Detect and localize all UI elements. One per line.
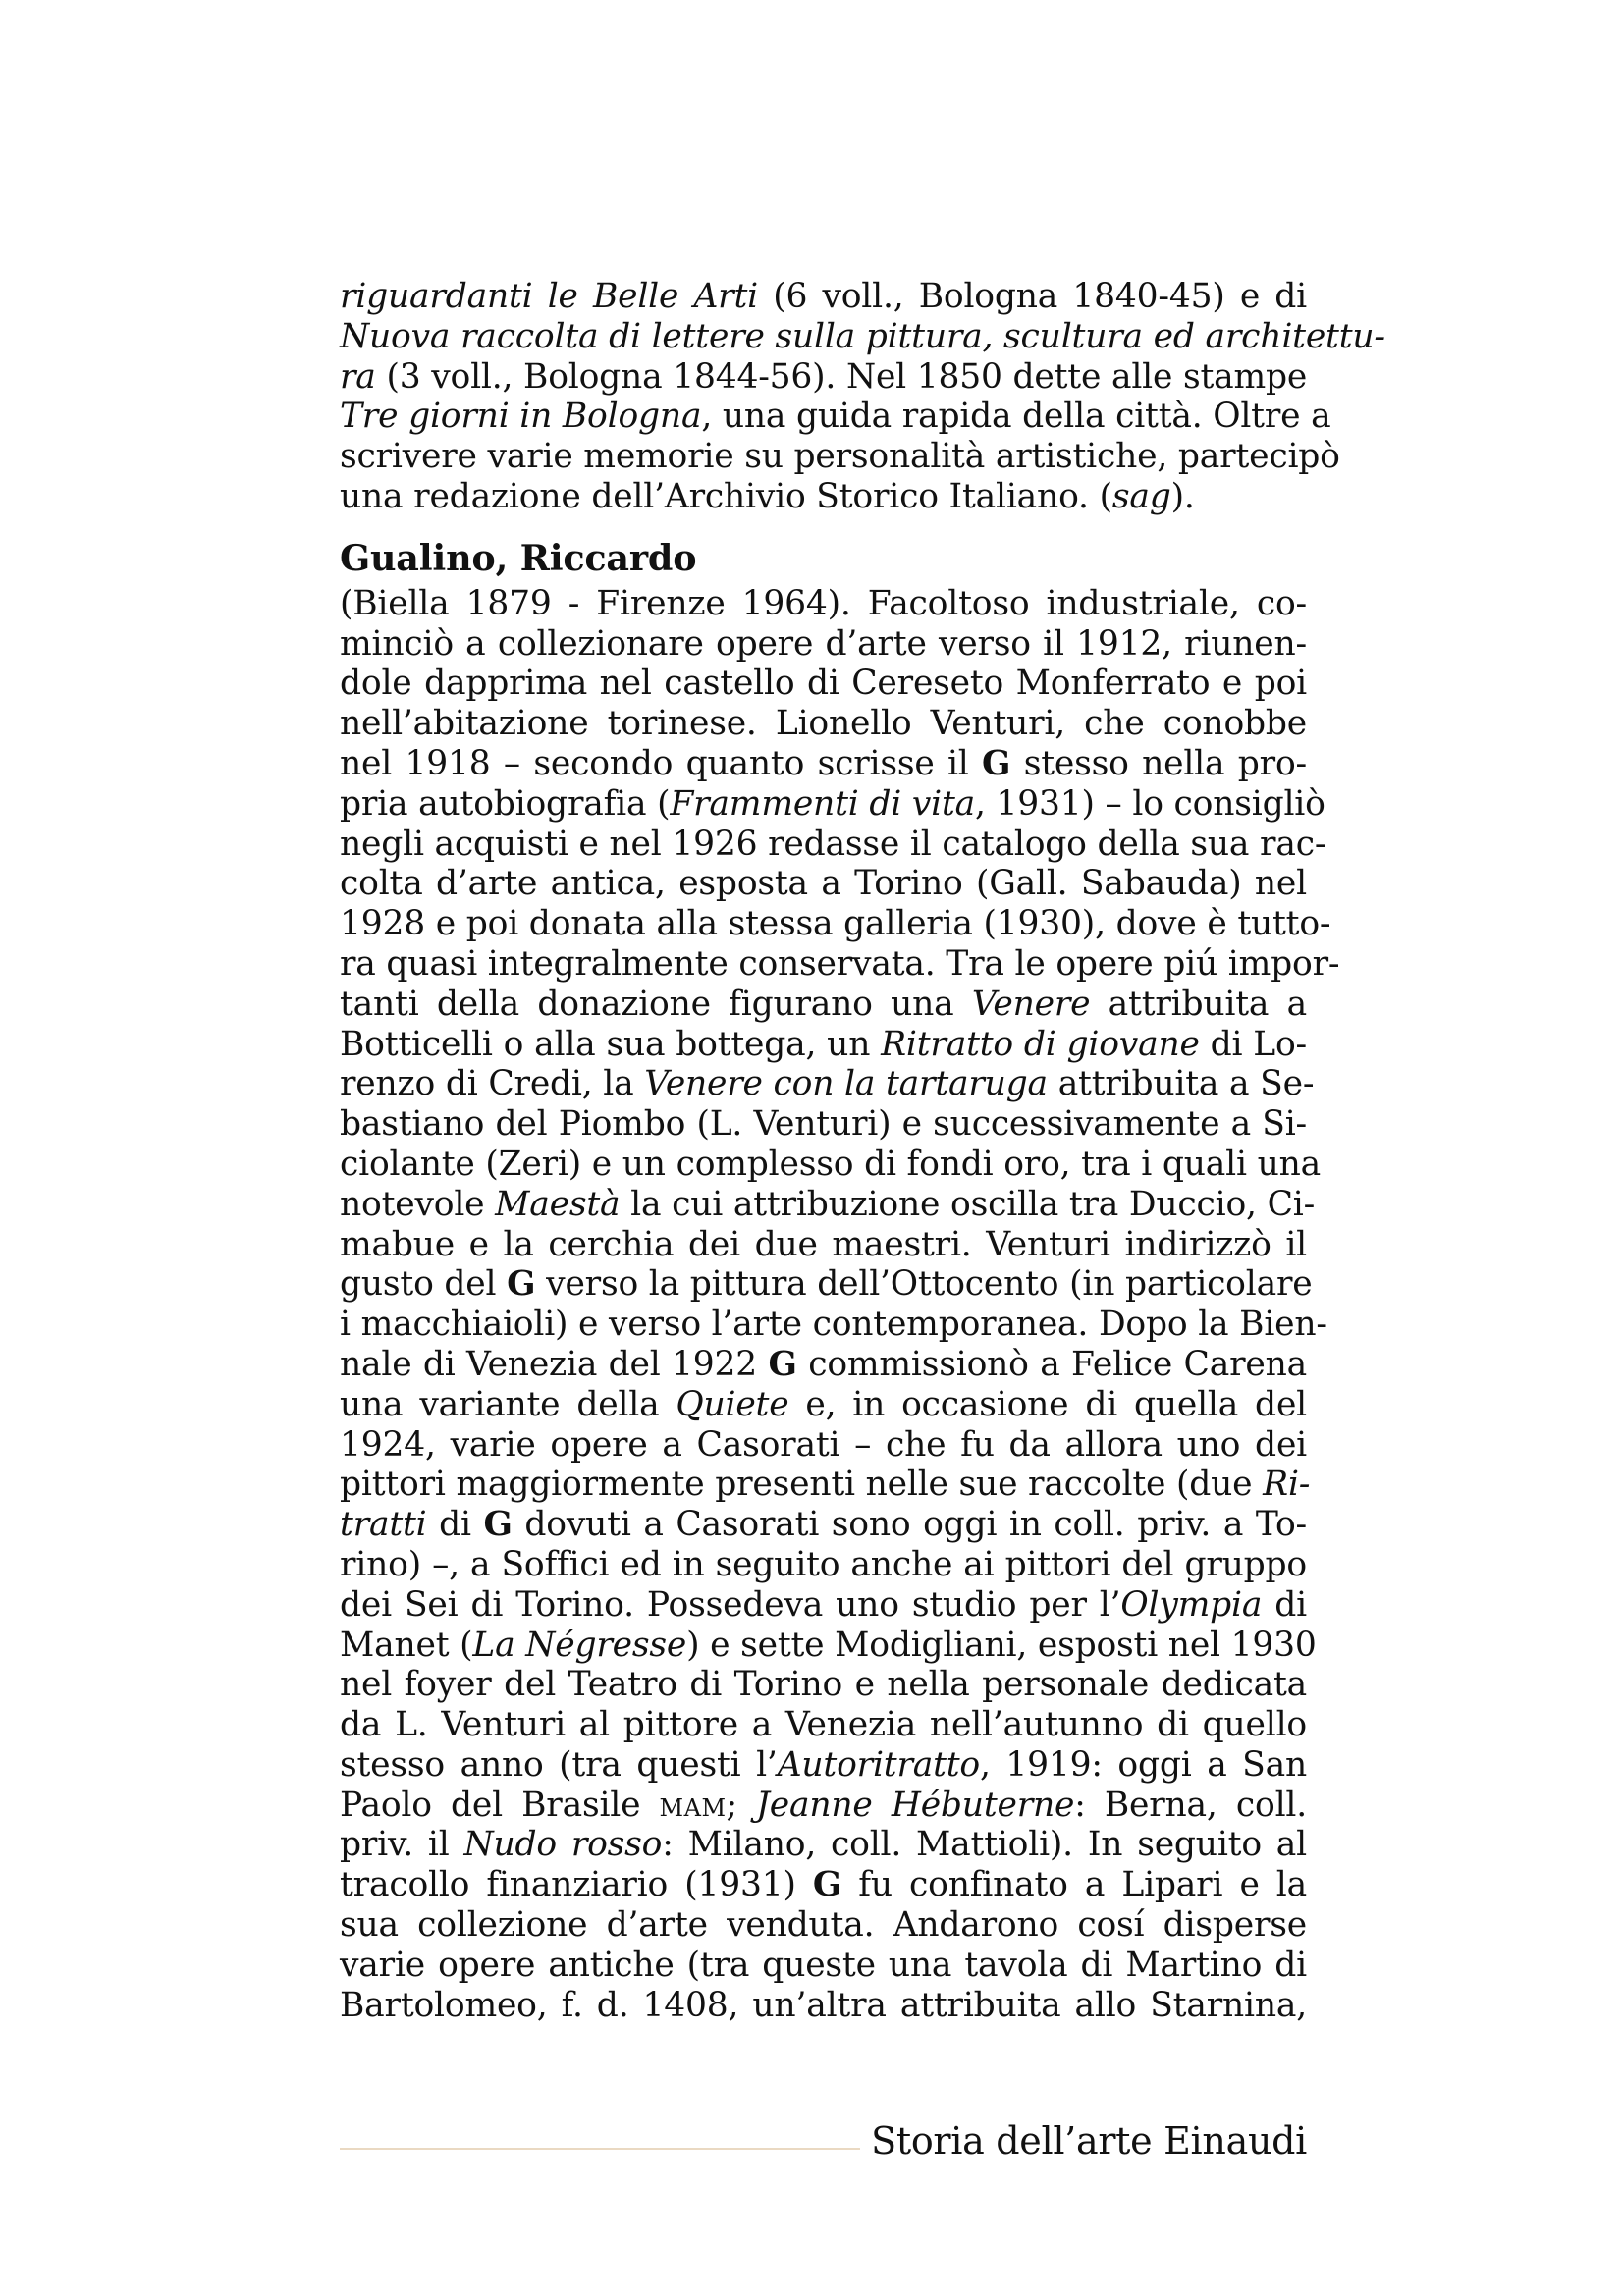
text-run: gusto del [340,1264,508,1305]
text-run: (3 voll., Bologna 1844-56). Nel 1850 dette alle stampe [375,356,1308,397]
text-run: nale di Venezia del 1922 [340,1344,769,1384]
text-line [340,943,1340,985]
text-line [340,1385,1307,1425]
text-line [340,1585,1307,1626]
text-run: pria autobiografia ( [340,783,671,824]
text-run: Tre giorni in Bologna [340,397,702,437]
text-run: (6 voll., Bologna 1840-45) e di [757,277,1307,316]
text-run: G [982,743,1011,783]
text-run: dole dapprima nel castello di Cereseto Monferrato e poi [340,664,1307,704]
text-run: pittori maggiormente presenti nelle sue raccolte (due [340,1465,1264,1505]
text-run: Olympia [1120,1584,1263,1625]
text-run: G [768,1344,797,1384]
text-run: da L. Venturi al pittore a Venezia nell’autunno di quello [340,1705,1307,1745]
text-line [340,1184,1316,1225]
text-run: tanti della donazione figurano una [340,984,972,1024]
text-run: sag [1111,476,1171,516]
text-run: G [812,1865,842,1905]
text-run: 1928 e poi donata alla stessa galleria (1930), dove è tutto- [340,904,1331,944]
text-line [340,584,1307,624]
page-footer [340,2116,1307,2165]
text-line [340,1425,1307,1466]
text-run: Autoritratto [777,1744,981,1785]
text-run: Quiete [676,1384,789,1424]
text-line [340,1545,1307,1585]
text-run: dovuti a Casorati sono oggi in coll. priv. a To- [512,1505,1307,1545]
text-run: i macchiaioli) e verso l’arte contemporanea. Dopo la Bien- [340,1305,1327,1345]
text-run: Jeanne Hébuterne [756,1785,1075,1825]
text-run: stesso anno (tra questi l’ [340,1744,778,1785]
text-line [340,1946,1307,1986]
text-line [340,397,1331,437]
text-run: tracollo finanziario (1931) [340,1865,813,1905]
text-run: la cui attribuzione oscilla tra Duccio, Ci- [620,1184,1316,1224]
text-line [340,985,1307,1025]
text-run: Nuova raccolta di lettere sulla pittura, scultura ed architettu- [340,316,1385,356]
text-run: attribuita a [1090,984,1307,1024]
text-line [340,1665,1307,1705]
text-line [340,1705,1307,1745]
text-line [340,864,1307,904]
text-line [340,1986,1307,2026]
text-run: minciò a collezionare opere d’arte verso il 1912, riunen- [340,623,1307,664]
text-run: , 1919: oggi a San [980,1744,1307,1785]
text-run: stesso nella pro- [1010,743,1307,783]
text-line [340,1786,1307,1826]
text-line [340,357,1307,398]
text-run: varie opere antiche (tra queste una tavola di Martino di [340,1945,1307,1985]
entry-paragraph [340,583,1340,2026]
text-line [340,1264,1313,1305]
text-run: attribuita a Se- [1047,1064,1315,1104]
text-run: ra [340,356,376,397]
text-run: mabue e la cerchia dei due maestri. Venturi indirizzò il [340,1224,1307,1264]
text-line [340,1905,1307,1946]
text-run: nell’abitazione torinese. Lionello Venturi, che conobbe [340,704,1307,744]
text-run: renzo di Credi, la [340,1064,645,1104]
text-line [340,1305,1327,1345]
text-run: Bartolomeo, f. d. 1408, un’altra attribuita allo Starnina, [340,1985,1307,2025]
text-run: Venere con la tartaruga [644,1064,1048,1104]
text-line [340,1745,1307,1786]
text-run: una variante della [340,1384,676,1424]
text-run: notevole [340,1184,496,1224]
text-run: (Biella 1879 - Firenze 1964). Facoltoso industriale, co- [340,583,1307,623]
text-run: fu confinato a Lipari e la [841,1865,1307,1905]
text-run: , una guida rapida della città. Oltre a [701,397,1331,437]
text-run: scrivere varie memorie su personalità artistiche, partecipò [340,437,1340,477]
page-body [340,277,1385,2025]
text-run: Venere [971,984,1091,1024]
text-run: Botticelli o alla sua bottega, un [340,1024,882,1064]
text-run: di [1262,1584,1307,1625]
text-line [340,1505,1307,1545]
text-line [340,824,1326,865]
text-line [340,437,1340,477]
text-run: negli acquisti e nel 1926 redasse il catalogo della sua rac- [340,824,1326,864]
text-run: rino) –, a Soffici ed in seguito anche ai pittori del gruppo [340,1544,1307,1584]
text-run: di Lo- [1199,1024,1307,1064]
text-run: verso la pittura dell’Ottocento (in particolare [535,1264,1313,1305]
text-run: priv. il [340,1825,464,1865]
text-run: Paolo del Brasile [340,1785,660,1825]
text-line [340,1825,1307,1865]
entry-title: Gualino, Riccardo [340,536,697,579]
text-run: , 1931) – lo consigliò [974,783,1325,824]
text-run: ciolante (Zeri) e un complesso di fondi oro, tra i quali una [340,1144,1321,1184]
text-line [340,316,1385,357]
text-line [340,744,1307,784]
text-run: Nudo rosso [463,1825,663,1865]
text-run: Frammenti di vita [670,783,975,824]
text-line [340,277,1307,317]
text-line [340,1104,1307,1145]
text-line [340,1865,1307,1905]
text-run: bastiano del Piombo (L. Venturi) e successivamente a Si- [340,1104,1307,1145]
text-line [340,624,1307,665]
text-run: ). [1170,476,1195,516]
text-run: nel foyer del Teatro di Torino e nella personale dedicata [340,1665,1307,1705]
text-run: G [507,1264,536,1305]
text-run: G [483,1505,513,1545]
text-line [340,1025,1307,1065]
text-run: una redazione dell’Archivio Storico Italiano. ( [340,476,1112,516]
text-line [340,704,1307,744]
text-line [340,1064,1315,1104]
text-run: dei Sei di Torino. Possedeva uno studio per l’ [340,1584,1121,1625]
text-run: : Berna, coll. [1074,1785,1308,1825]
text-line [340,783,1325,825]
text-run: ra quasi integralmente conservata. Tra le opere piú impor- [340,943,1340,984]
text-run: riguardanti le Belle Arti [340,277,758,316]
text-run: mam [659,1785,727,1825]
text-run: Ri- [1263,1465,1311,1505]
text-line [340,1625,1317,1666]
text-run: nel 1918 – secondo quanto scrisse il [340,743,983,783]
text-run: : Milano, coll. Mattioli). In seguito al [662,1825,1307,1865]
text-line [340,1144,1321,1185]
intro-paragraph [340,277,1385,517]
text-line [340,664,1307,704]
text-run: La Négresse [472,1625,687,1665]
text-run: 1924, varie opere a Casorati – che fu da allora uno dei [340,1424,1307,1465]
text-run: commissionò a Felice Carena [796,1344,1307,1384]
footer-rule [340,2148,860,2150]
text-line [340,1345,1307,1385]
text-run: ; [726,1785,757,1825]
text-run: ) e sette Modigliani, esposti nel 1930 [686,1625,1317,1665]
text-run: Maestà [495,1184,621,1224]
footer-publisher-text: Storia dell’arte Einaudi [871,2119,1307,2163]
text-line [340,1465,1311,1505]
text-line [340,477,1307,517]
text-line [340,904,1331,944]
text-run: tratti [340,1505,427,1545]
text-run: e, in occasione di quella del [788,1384,1307,1424]
text-run: Manet ( [340,1625,473,1665]
text-line [340,1225,1307,1265]
text-run: colta d’arte antica, esposta a Torino (Gall. Sabauda) nel [340,864,1307,904]
text-run: sua collezione d’arte venduta. Andarono cosí disperse [340,1905,1307,1946]
text-run: Ritratto di giovane [881,1024,1200,1064]
text-run: di [426,1505,484,1545]
